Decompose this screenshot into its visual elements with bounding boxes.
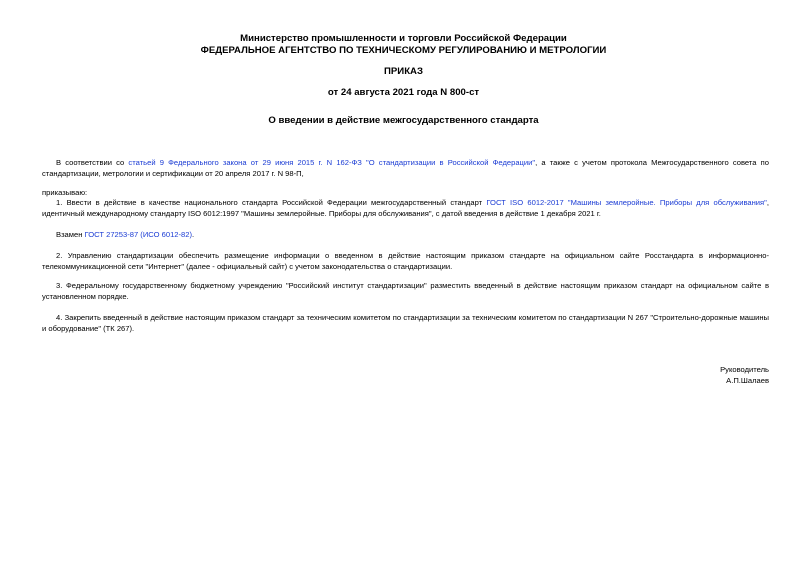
paragraph-replacement bbox=[42, 229, 769, 240]
signature-title: Руководитель bbox=[720, 365, 769, 374]
replacement-prefix: Взамен bbox=[56, 230, 85, 239]
signature-name: А.П.Шалаев bbox=[726, 376, 769, 385]
paragraph-basis bbox=[42, 157, 769, 179]
paragraph-item-4: 4. Закрепить введенный в действие настоящим приказом стандарт за техническим комитетом по стандартизации за техническим комитетом по стандартизации N 267 "Строительно-дорожные машины и оборудование" (ТК 267). bbox=[42, 313, 769, 333]
ministry-title: Министерство промышленности и торговли Российской Федерации bbox=[240, 33, 567, 44]
paragraph-item-1 bbox=[42, 197, 769, 219]
item-1-prefix: 1. Ввести в действие в качестве национального стандарта Российской Федерации межгосударственный стандарт bbox=[56, 198, 487, 207]
federal-law-link[interactable]: статьей 9 Федерального закона от 29 июня 2015 г. N 162-ФЗ "О стандартизации в Российской Федерации" bbox=[128, 158, 536, 167]
paragraph-basis-suffix: , а также с учетом протокола Межгосударственного совета по стандартизации, метрологии и сертификации от 20 апреля 2017 г. N 98-П, bbox=[42, 158, 769, 178]
gost-iso-6012-link[interactable]: ГОСТ ISO 6012-2017 "Машины землеройные. Приборы для обслуживания" bbox=[486, 198, 767, 207]
document-subject: О введении в действие межгосударственного стандарта bbox=[268, 115, 539, 126]
paragraph-item-3: 3. Федеральному государственному бюджетному учреждению "Российский институт стандартизации" разместить введенный в действие настоящим приказом стандарт на официальном сайте в установленном порядке. bbox=[42, 281, 769, 301]
paragraph-basis-prefix: В соответствии со bbox=[56, 158, 129, 167]
replacement-suffix: . bbox=[192, 230, 195, 239]
orders-heading: приказываю: bbox=[42, 188, 88, 197]
agency-title: ФЕДЕРАЛЬНОЕ АГЕНТСТВО ПО ТЕХНИЧЕСКОМУ РЕГУЛИРОВАНИЮ И МЕТРОЛОГИИ bbox=[200, 45, 607, 56]
gost-27253-link[interactable]: ГОСТ 27253-87 (ИСО 6012-82) bbox=[84, 230, 193, 239]
item-1-suffix: , идентичный международному стандарту ISO 6012:1997 "Машины землеройные. Приборы для обслуживания", с датой введения в действие 1 декабря 2021 г. bbox=[42, 198, 769, 218]
paragraph-item-2: 2. Управлению стандартизации обеспечить размещение информации о введенном в действие настоящим приказом стандарте на официальном сайте Росстандарта в информационно-телекоммуникационной сети "Интернет" (далее - официальный сайт) с учетом законодательства о стандартизации. bbox=[42, 251, 769, 271]
document-date-number: от 24 августа 2021 года N 800-ст bbox=[327, 87, 480, 98]
document-type: ПРИКАЗ bbox=[384, 66, 423, 77]
